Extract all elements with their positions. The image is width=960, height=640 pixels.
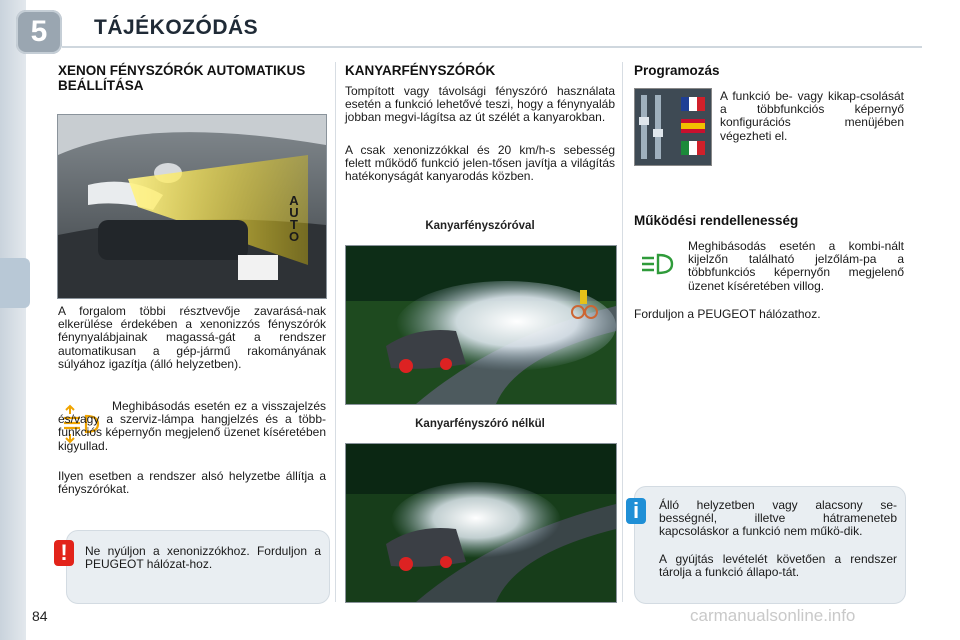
page-sidebar-strip	[0, 0, 26, 640]
column-divider-right	[622, 62, 623, 602]
info-note-box	[634, 486, 906, 604]
warning-note-box	[66, 530, 330, 604]
malfunction-paragraph: Meghibásodás esetén a kombi-nált kijelzőn található jelzőlám-pa a többfunkciós képernyőn megjelenő üzenet kíséretében villog.	[688, 239, 904, 293]
header-rule	[62, 46, 922, 48]
info-note-text-2: A gyújtás levételét követően a rendszer tárolja a funkció állapo-tát.	[659, 552, 897, 580]
xenon-heading: XENON FÉNYSZÓRÓK AUTOMATIKUS BEÁLLÍTÁSA	[58, 63, 306, 93]
cornering-heading: KANYARFÉNYSZÓRÓK	[345, 63, 496, 78]
column-divider-left	[335, 62, 336, 602]
headlamp-photo	[57, 114, 327, 299]
fault-paragraph: Meghibásodás esetén ez a visszajelzés és/vagy a szerviz-lámpa hangjelzés és a több-funkciós képernyőn megjelenő üzenet kíséretében kigyullad.	[58, 399, 326, 453]
caption-without-cornering: Kanyarfényszóró nélkül	[415, 418, 545, 430]
photo-without-cornering-light	[345, 443, 617, 603]
malfunction-heading: Működési rendellenesség	[634, 213, 799, 228]
programming-paragraph: A funkció be- vagy kikap-csolását a többfunkciós képernyő konfigurációs menüjében végezheti el.	[720, 89, 904, 143]
auto-label: AUTO	[288, 193, 300, 244]
chapter-number-badge	[16, 10, 62, 54]
page-number: 84	[32, 608, 48, 624]
cornering-paragraph-2: A csak xenonizzókkal és 20 km/h-s sebesség felett működő funkció jelen-tősen javítja a világítás hatékonyságát kanyarodás közben.	[345, 143, 615, 184]
watermark: carmanualsonline.info	[690, 606, 856, 625]
chapter-tab-marker	[0, 258, 30, 308]
caption-with-cornering: Kanyarfényszóróval	[425, 220, 535, 232]
config-menu-thumbnail	[634, 88, 712, 166]
warning-icon: !	[54, 540, 74, 566]
contact-paragraph: Forduljon a PEUGEOT hálózathoz.	[634, 307, 821, 321]
xenon-paragraph: A forgalom többi résztvevője zavarásá-nak elkerülése érdekében a xenonizzós fényszórók fénynyalábjainak magassá-gát a rendszer automatikusan a gép-jármű rakományának súlyához igazítja (álló helyzetben).	[58, 304, 326, 371]
warning-note-text: Ne nyúljon a xenonizzókhoz. Forduljon a PEUGEOT hálózat-hoz.	[85, 544, 321, 572]
photo-with-cornering-light	[345, 245, 617, 405]
info-icon: i	[626, 498, 646, 524]
info-note-text-1: Álló helyzetben vagy alacsony se-bességnél, illetve hátrameneteb kapcsoláskor a funkció nem műkö-dik.	[659, 498, 897, 539]
programming-heading: Programozás	[634, 63, 720, 78]
chapter-number: 5	[30, 15, 48, 48]
page-title: TÁJÉKOZÓDÁS	[94, 16, 259, 39]
reset-paragraph: Ilyen esetben a rendszer alsó helyzetbe állítja a fényszórókat.	[58, 469, 326, 497]
cornering-light-indicator-icon	[640, 252, 674, 276]
cornering-paragraph-1: Tompított vagy távolsági fényszóró használata esetén a funkció lehetővé teszi, hogy a fénynyaláb jobban megvi-lágítsa az út szélét a kanyarokban.	[345, 84, 615, 125]
